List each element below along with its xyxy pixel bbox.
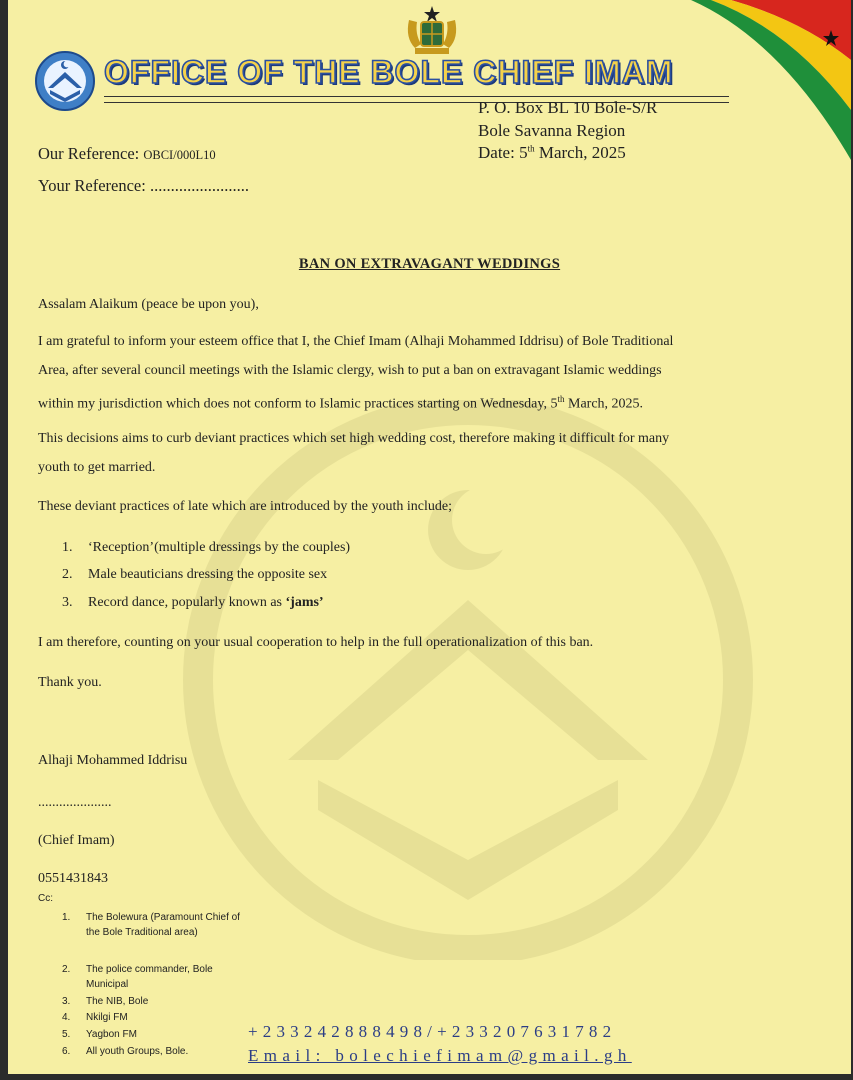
paragraph-3: These deviant practices of late which are introduced by the youth include; (38, 499, 453, 514)
footer-phones: +233242888498/+233207631782 (248, 1022, 617, 1041)
contact-phone: 0551431843 (38, 871, 108, 886)
list-item: 1. ‘Reception’(multiple dressings by the couples) (62, 540, 351, 555)
list-item: 3. Record dance, popularly known as ‘jams’ (62, 595, 324, 610)
footer-email[interactable]: Email: bolechiefimam@gmail.gh (248, 1046, 632, 1065)
address-line-1: P. O. Box BL 10 Bole-S/R (478, 98, 658, 117)
signature-line: ..................... (38, 795, 112, 810)
our-reference: Our Reference: OBCI/000L10 (38, 144, 216, 163)
letter-date: Date: 5th March, 2025 (478, 143, 626, 162)
signatory-title: (Chief Imam) (38, 833, 115, 848)
paragraph-2: This decisions aims to curb deviant practices which set high wedding cost, therefore making it difficult for many youth to get married. (38, 431, 670, 475)
thanks: Thank you. (38, 675, 102, 690)
closing-paragraph: I am therefore, counting on your usual cooperation to help in the full operationalization of this ban. (38, 635, 594, 650)
letter-page: OFFICE OF THE BOLE CHIEF IMAM P. O. Box BL 10 Bole-S/R Bole Savanna Region Date: 5th March, 2025 Our Reference: OBCI/000L10 Your Reference: ........................ BAN ON EXTRAVAGANT WEDDINGS Assalam Alaikum (peace be upon you), I am grateful to inform your esteem office that I, the Chief Imam (Alhaji Mohammed Iddrisu) of Bole Traditional Area, after several council meetings with the Islamic clergy, wish to put a ban on extravagant Islamic weddings within my jurisdiction which does not conform to Islamic practices starting on Wednesday, 5th March, 2025. This decisions aims to curb deviant practices which set high wedding cost, therefore making it difficult for many youth to get married. These deviant practices of late which are introduced by the youth include; 1. ‘Reception’(multiple dressings by the couples) 2. Male beauticians dressing the opposite sex 3. Record dance, popularly known as ‘jams’ I am therefore, counting on your usual cooperation to help in the full operationalization of this ban. Thank you. Alhaji Mohammed Iddrisu ..................... (Chief Imam) 0551431843 Cc: 1. The Bolewura (Paramount Chief of the Bole Traditional area) 2. The police commander, Bole Municipal 3. The NIB, Bole 4. Nkilgi FM 5. Yagbon FM 6. All youth Groups, Bole. +233242888498/+233207631782 Email: bolechiefimam@gmail.gh (8, 0, 851, 1074)
your-reference: Your Reference: ........................ (38, 176, 249, 195)
list-item: 2. Male beauticians dressing the opposite sex (62, 567, 328, 582)
signatory-name: Alhaji Mohammed Iddrisu (38, 753, 188, 768)
greeting: Assalam Alaikum (peace be upon you), (38, 297, 259, 312)
office-title: OFFICE OF THE BOLE CHIEF IMAM (104, 54, 674, 90)
letter-heading: BAN ON EXTRAVAGANT WEDDINGS (298, 256, 561, 272)
address-line-2: Bole Savanna Region (478, 121, 626, 140)
coat-of-arms-icon (401, 4, 463, 56)
paragraph-1: I am grateful to inform your esteem office that I, the Chief Imam (Alhaji Mohammed Iddrisu) of Bole Traditional Area, after several council meetings with the Islamic clergy, wish to put a ban on extravagant Islamic weddings within my jurisdiction which does not conform to Islamic practices starting on Wednesday, 5th March, 2025. (38, 334, 674, 412)
cc-label: Cc: (38, 893, 53, 904)
office-logo-icon (34, 50, 96, 112)
